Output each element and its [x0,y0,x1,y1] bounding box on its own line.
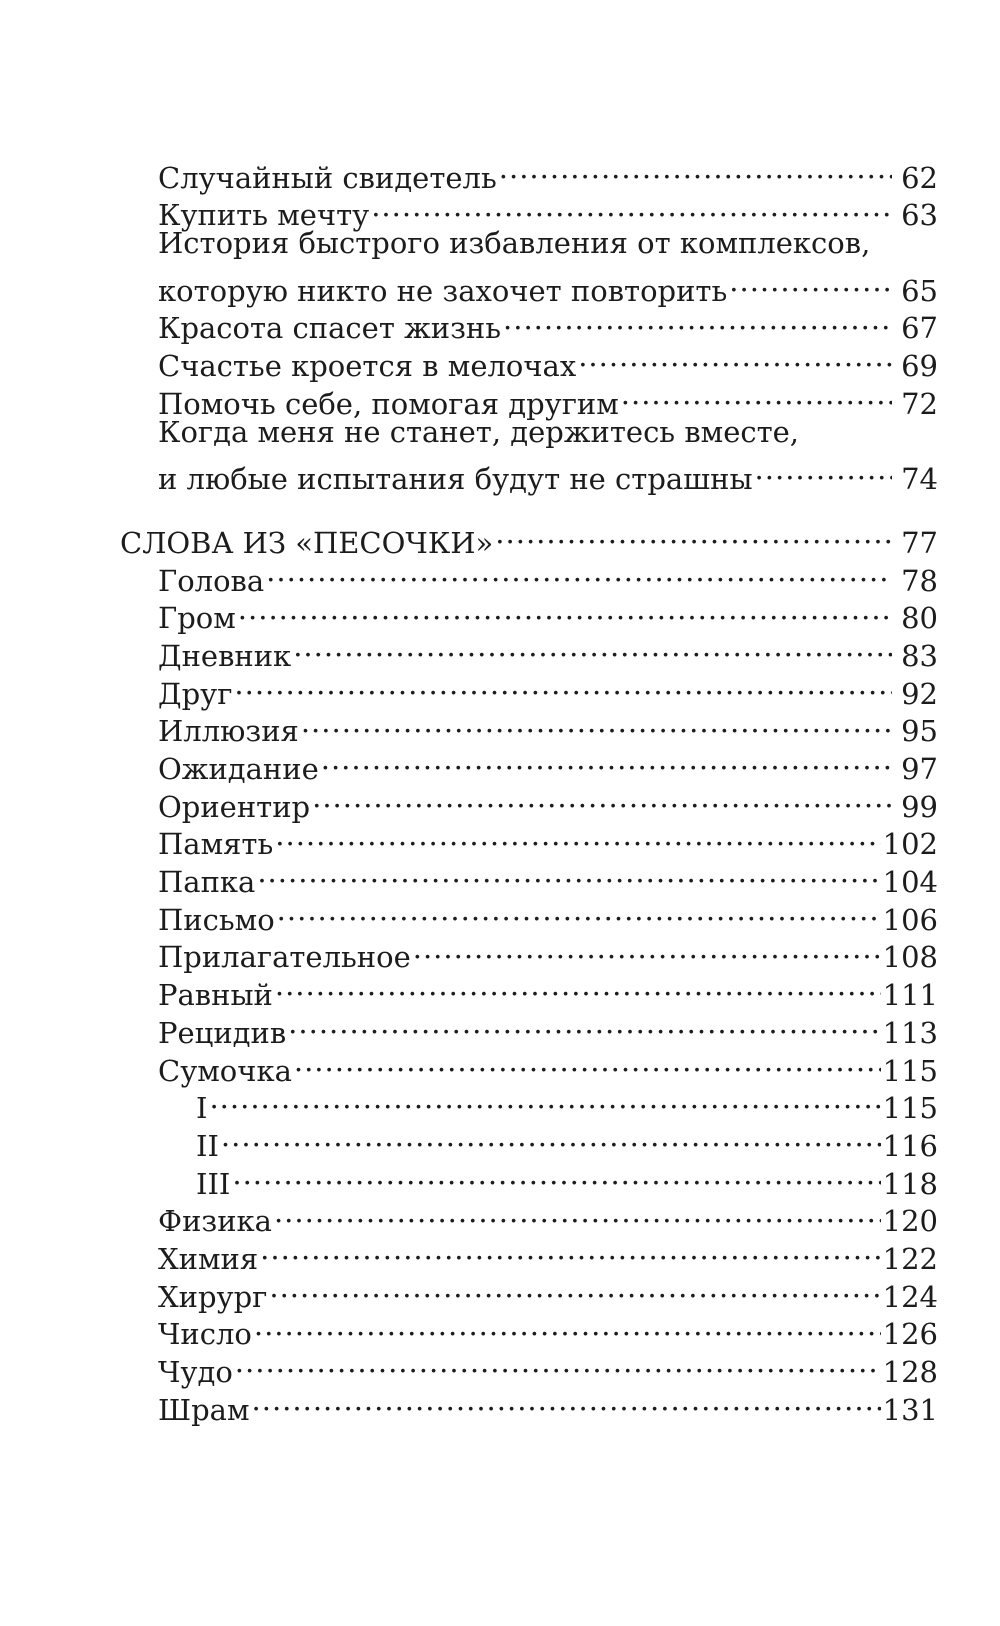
toc-leader-dots [234,666,892,704]
toc-entry-page: 118 [882,1166,938,1201]
toc-leader-dots [269,1269,880,1307]
toc-entry[interactable] [120,591,938,636]
toc-entry-title: Физика [158,1204,272,1239]
toc-entry-page: 128 [882,1355,938,1389]
toc-entry-page: 62 [901,160,938,195]
toc-leader-dots [312,779,892,817]
toc-entry-title: II [196,1128,219,1163]
toc-subentry[interactable] [120,1156,938,1201]
toc-entry-title: Память [158,827,274,862]
toc-entry-title: Счастье кроется в мелочах [158,349,577,384]
toc-entry-title: Папка [158,865,256,900]
toc-leader-dots [301,704,892,742]
toc-entry-page: 131 [882,1392,938,1427]
toc-entry-title: Дневник [158,638,292,673]
toc-entry-title: Помочь себе, помогая другим [158,386,619,421]
toc-entry-title: Купить мечту [158,198,370,233]
toc-entry[interactable] [120,1194,938,1239]
toc-leader-dots [209,1081,880,1119]
toc-leader-dots [260,1231,880,1269]
toc-entry-page: 126 [882,1317,938,1352]
toc-entry-page: 95 [901,714,938,749]
toc-entry-title: Ожидание [158,752,319,786]
toc-leader-dots [293,628,892,666]
toc-entry-line-1[interactable] [120,414,938,452]
toc-leader-dots [275,967,881,1005]
toc-leader-dots [252,1382,881,1420]
toc-entry[interactable] [120,1344,938,1389]
toc-entry-title: Чудо [158,1355,233,1389]
toc-entry-page: 74 [901,462,938,497]
toc-entry[interactable] [120,704,938,749]
toc-entry-page: 115 [882,1091,938,1126]
toc-entry-title: Сумочка [158,1053,292,1088]
toc-leader-dots [621,376,892,414]
toc-leader-dots [371,188,892,226]
toc-entry-page: 97 [901,752,938,786]
toc-entry-page: 92 [901,676,938,711]
toc-entry-page: 120 [882,1204,938,1239]
toc-section-heading[interactable] [120,515,938,560]
toc-leader-dots [235,1344,881,1382]
section-title: СЛОВА ИЗ «ПЕСОЧКИ» [120,525,494,560]
toc-entry-page: 72 [901,386,938,421]
toc-entry-title: Число [158,1317,252,1352]
toc-leader-dots [499,150,892,188]
toc-leader-dots [221,1118,881,1156]
toc-entry[interactable] [120,628,938,673]
toc-entry-title: Друг [158,676,233,711]
toc-subentry[interactable] [120,1081,938,1126]
toc-group-section [120,553,938,1427]
toc-entry-title: Письмо [158,902,275,937]
toc-leader-dots [238,591,892,629]
toc-entry-title: I [196,1091,208,1126]
toc-entry-page: 83 [901,638,938,673]
toc-entry-title: Хирург [158,1279,268,1314]
toc-entry-title: Голова [158,563,265,598]
toc-leader-dots [275,817,880,855]
toc-entry-title: Химия [158,1241,259,1276]
toc-leader-dots [729,263,892,301]
toc-leader-dots [266,553,892,591]
toc-group-top [120,150,938,497]
toc-entry-page: 124 [882,1279,938,1314]
toc-leader-dots [274,1194,881,1232]
toc-leader-dots [288,1005,880,1043]
toc-entry-title: Шрам [158,1392,250,1427]
toc-leader-dots [254,1307,881,1345]
toc-entry-title: Равный [158,978,273,1013]
section-page: 77 [901,525,938,560]
toc-entry-page: 111 [882,978,938,1013]
toc-entry-title: Иллюзия [158,714,299,749]
toc-leader-dots [503,301,892,339]
toc-entry-title: Когда меня не станет, держитесь вместе, [158,414,800,449]
toc-entry-title: III [196,1166,231,1201]
toc-entry-title: История быстрого избавления от комплексов, [158,226,871,261]
toc-entry-page: 80 [901,601,938,636]
toc-entry[interactable] [120,666,938,711]
toc-leader-dots [578,338,892,376]
toc-entry-title: Прилагательное [158,940,411,975]
toc-entry-page: 102 [882,827,938,862]
toc-entry-page: 99 [901,789,938,824]
toc-entry[interactable] [120,150,938,195]
toc-leader-dots [294,1043,881,1081]
toc-entry-page: 63 [901,198,938,233]
toc-entry-title: Ориентир [158,789,311,824]
toc-leader-dots [257,854,880,892]
toc-entry-title: Красота спасет жизнь [158,311,502,346]
toc-entry-page: 69 [901,349,938,384]
toc-entry-title: которую никто не захочет повторить [158,273,728,308]
toc-entry-title: Гром [158,601,236,636]
toc-entry-line-1[interactable] [120,225,938,263]
toc-entry-line-2[interactable] [120,263,938,308]
toc-entry-page: 106 [882,902,938,937]
table-of-contents [120,150,938,1427]
toc-leader-dots [413,930,881,968]
toc-entry-line-2[interactable] [120,452,938,497]
toc-entry-page: 104 [882,865,938,900]
toc-entry-title: и любые испытания будут не страшны [158,462,753,497]
toc-entry-page: 113 [882,1015,938,1050]
toc-entry-page: 108 [882,940,938,975]
toc-subentry[interactable] [120,1118,938,1163]
toc-leader-dots [755,452,892,490]
toc-entry-page: 116 [882,1128,938,1163]
toc-leader-dots [495,515,892,553]
toc-entry-page: 65 [901,273,938,308]
toc-entry-page: 78 [901,563,938,598]
toc-leader-dots [321,741,892,779]
toc-leader-dots [277,892,881,930]
toc-entry-title: Случайный свидетель [158,160,497,195]
toc-leader-dots [232,1156,880,1194]
toc-entry-page: 122 [882,1241,938,1276]
toc-entry-page: 67 [901,311,938,346]
toc-entry-page: 115 [882,1053,938,1088]
toc-entry[interactable] [120,1382,938,1427]
toc-entry-title: Рецидив [158,1015,287,1050]
